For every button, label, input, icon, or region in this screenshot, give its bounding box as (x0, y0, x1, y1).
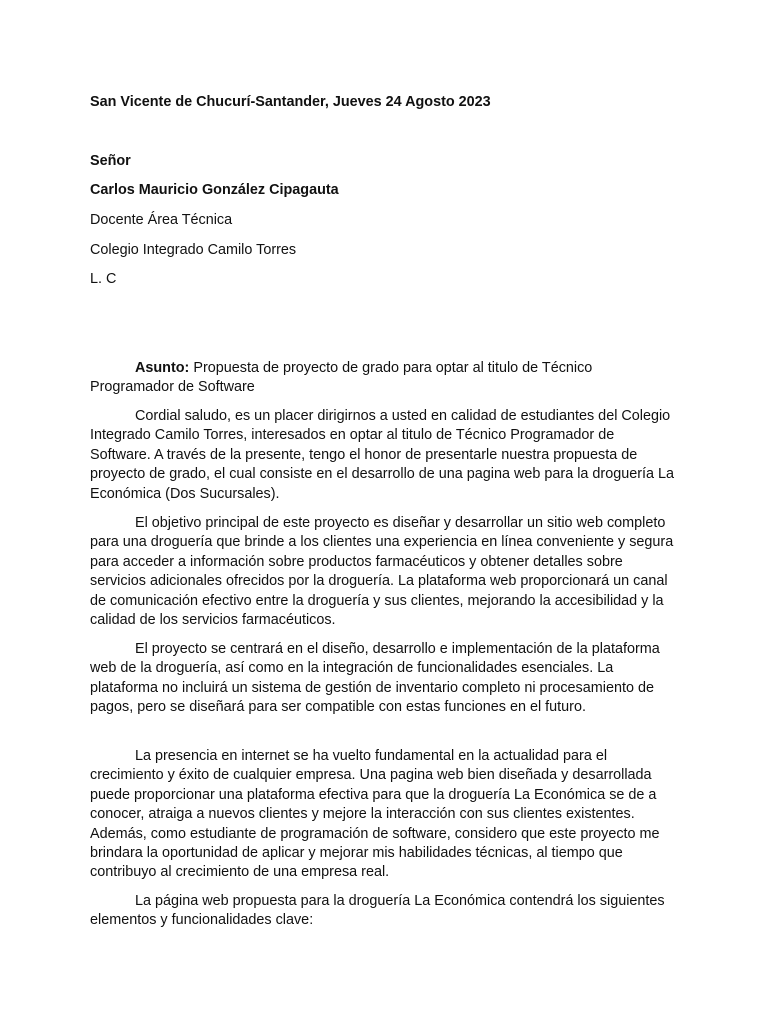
body-paragraph-2: El objetivo principal de este proyecto es diseñar y desarrollar un sitio web completo para una droguería que brinde a los clientes una experiencia en línea conveniente y segura para acceder a información sobre productos farmacéuticos y obtener detalles sobre servicios adicionales ofrecidos por la droguería. La plataforma web proporcionará un canal de comunicación efectivo entre la droguería y sus clientes, mejorando la accesibilidad y la calidad de los servicios farmacéuticos. (90, 515, 674, 629)
institution: Colegio Integrado Camilo Torres (90, 242, 297, 258)
subject-paragraph (90, 359, 678, 398)
place-date: San Vicente de Chucurí-Santander, Jueves 24 Agosto 2023 (90, 94, 491, 110)
body-paragraph-3: El proyecto se centrará en el diseño, desarrollo e implementación de la plataforma web de la droguería, así como en la integración de funcionalidades esenciales. La plataforma no incluirá un sistema de gestión de inventario completo ni procesamiento de pagos, pero se diseñará para ser compatible con estas funciones en el futuro. (90, 641, 660, 716)
body-paragraph-5: La página web propuesta para la droguería La Económica contendrá los siguientes elementos y funcionalidades clave: (90, 893, 665, 929)
subject-text: Propuesta de proyecto de grado para optar al titulo de Técnico Programador de Software (90, 360, 593, 396)
body-paragraph-4: La presencia en internet se ha vuelto fundamental en la actualidad para el crecimiento y éxito de cualquier empresa. Una pagina web bien diseñada y desarrollada puede proporcionar una plataforma efectiva para que la droguería La Económica se de a conocer, atraiga a nuevos clientes y mejore la interacción con sus clientes existentes. Además, como estudiante de programación de software, considero que este proyecto me brindara la oportunidad de aplicar y mejorar mis habilidades técnicas, al tiempo que contribuyo al crecimiento de una empresa real. (90, 748, 660, 881)
subject-label: Asunto: (135, 360, 190, 376)
city: L. C (90, 271, 117, 287)
recipient-name: Carlos Mauricio González Cipagauta (90, 182, 339, 198)
salutation: Señor (90, 153, 131, 169)
body-paragraph-1: Cordial saludo, es un placer dirigirnos a usted en calidad de estudiantes del Colegio Integrado Camilo Torres, interesados en optar al titulo de Técnico Programador de Software. A través de la presente, tengo el honor de presentarle nuestra propuesta de proyecto de grado, el cual consiste en el desarrollo de una pagina web para la droguería La Económica (Dos Sucursales). (90, 408, 675, 502)
recipient-role: Docente Área Técnica (90, 212, 233, 228)
